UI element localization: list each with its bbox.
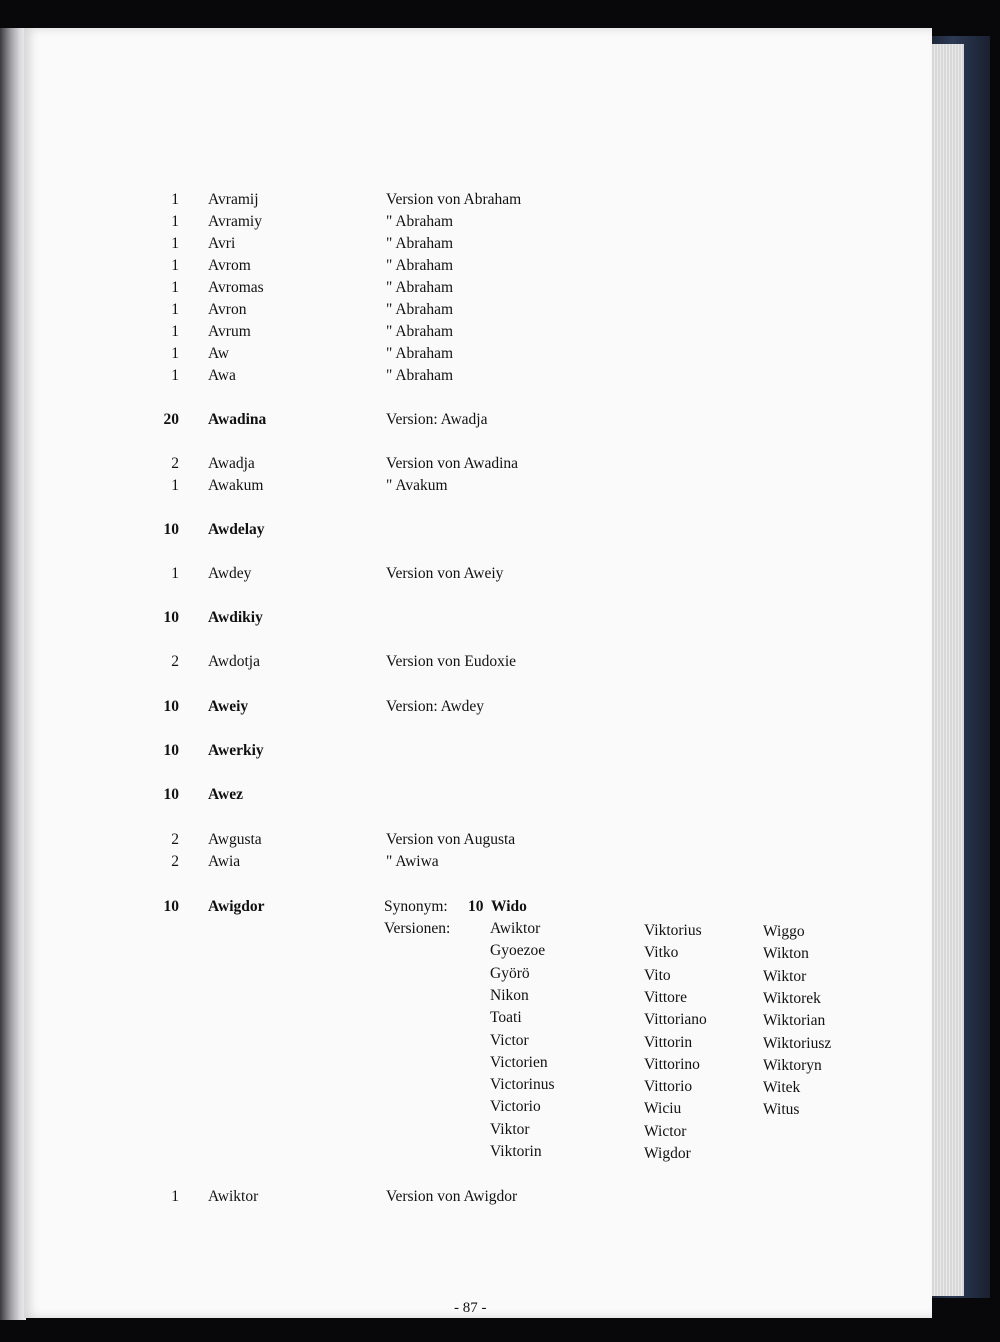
entry-name: Awdikiy <box>208 609 263 626</box>
entry-note: " Abraham <box>386 213 454 230</box>
entry-name: Aweiy <box>208 698 249 715</box>
entry-count: 2 <box>171 455 179 472</box>
entry-count: 2 <box>171 653 179 670</box>
entry-name: Awiktor <box>208 1188 259 1205</box>
entry-note: Version von Eudoxie <box>386 653 517 670</box>
entry-count: 10 <box>163 786 179 803</box>
version-name: Nikon <box>490 986 529 1004</box>
entry-note: " Avakum <box>386 477 448 494</box>
version-name: Vittorio <box>644 1078 693 1096</box>
version-name: Wiktor <box>763 967 807 985</box>
entry-name: Avron <box>208 301 247 318</box>
version-name: Victorio <box>490 1098 541 1116</box>
version-name: Vittorin <box>644 1033 693 1051</box>
book-spine <box>0 28 26 1320</box>
entry-note: Version von Awigdor <box>386 1188 518 1205</box>
version-name: Witek <box>763 1079 801 1097</box>
version-name: Vito <box>644 966 671 984</box>
entry-count: 1 <box>171 191 179 208</box>
version-name: Wiktoriusz <box>763 1034 832 1052</box>
entry-note: Version von Augusta <box>386 831 516 848</box>
version-name: Witus <box>763 1101 800 1119</box>
entry-name: Avramiy <box>208 213 262 230</box>
version-name: Vitko <box>644 944 679 962</box>
entry-count: 1 <box>171 345 179 362</box>
version-name: Vittoriano <box>644 1011 707 1029</box>
entry-name: Avramij <box>208 191 259 208</box>
entry-count: 1 <box>171 367 179 384</box>
entry-name: Awa <box>208 367 236 384</box>
synonym-count: 10 <box>468 898 484 915</box>
version-name: Victor <box>490 1031 529 1049</box>
version-name: Victorinus <box>490 1076 555 1094</box>
entry-name: Aw <box>208 345 229 362</box>
synonym-name: Wido <box>491 898 527 915</box>
entry-name: Awdey <box>208 565 252 582</box>
entry-count: 1 <box>171 235 179 252</box>
version-name: Györö <box>490 964 530 982</box>
entry-name: Avri <box>208 235 236 252</box>
entry-count: 2 <box>171 831 179 848</box>
entry-name: Awia <box>208 853 241 870</box>
entry-count: 1 <box>171 301 179 318</box>
entry-count: 10 <box>163 609 179 626</box>
entry-name: Awigdor <box>208 898 265 915</box>
entry-count: 1 <box>171 477 179 494</box>
version-name: Viktorius <box>644 922 702 939</box>
entry-name: Awez <box>208 786 243 803</box>
page-number: - 87 - <box>454 1300 487 1316</box>
version-name: Wiciu <box>644 1100 682 1118</box>
entry-note: " Abraham <box>386 301 454 318</box>
version-name: Viktorin <box>490 1143 542 1160</box>
version-name: Wiggo <box>763 923 805 940</box>
entry-name: Awadja <box>208 455 255 472</box>
version-name: Toati <box>490 1009 522 1027</box>
entry-note: " Abraham <box>386 323 454 340</box>
book-page <box>24 28 932 1318</box>
entry-name: Avromas <box>208 279 264 296</box>
version-name: Wikton <box>763 945 809 963</box>
version-name: Wiktorian <box>763 1012 826 1030</box>
entry-note: " Abraham <box>386 345 454 362</box>
entry-note: Version von Awadina <box>386 455 519 472</box>
entry-name: Avrom <box>208 257 251 274</box>
version-name: Awiktor <box>490 920 541 937</box>
entry-count: 10 <box>163 521 179 538</box>
entry-note: " Abraham <box>386 367 454 384</box>
entry-count: 1 <box>171 257 179 274</box>
version-name: Victorien <box>490 1053 548 1071</box>
entry-note: " Abraham <box>386 279 454 296</box>
entry-count: 10 <box>163 742 179 759</box>
entry-name: Avrum <box>208 323 251 340</box>
entry-name: Awdotja <box>208 653 260 670</box>
version-name: Viktor <box>490 1120 530 1138</box>
entry-name: Awadina <box>208 411 267 428</box>
entry-note: Version von Aweiy <box>386 565 504 582</box>
entry-count: 1 <box>171 279 179 296</box>
entry-note: Version von Abraham <box>386 191 522 208</box>
entry-note: " Awiwa <box>386 853 439 870</box>
version-name: Gyoezoe <box>490 942 546 960</box>
entry-count: 20 <box>163 411 179 428</box>
version-name: Wiktorek <box>763 989 821 1007</box>
entry-count: 10 <box>163 898 179 915</box>
entry-name: Awakum <box>208 477 264 494</box>
entry-count: 1 <box>171 323 179 340</box>
synonym-label: Synonym: <box>384 898 448 915</box>
entry-count: 1 <box>171 1188 179 1205</box>
versions-label: Versionen: <box>384 920 451 937</box>
version-name: Vittorino <box>644 1055 700 1073</box>
entry-count: 2 <box>171 853 179 870</box>
version-name: Wictor <box>644 1122 687 1140</box>
entry-name: Awerkiy <box>208 742 264 759</box>
entry-count: 10 <box>163 698 179 715</box>
entry-note: " Abraham <box>386 257 454 274</box>
version-name: Vittore <box>644 988 687 1006</box>
entry-note: Version: Awadja <box>386 411 488 428</box>
page-edges <box>930 44 964 1296</box>
entry-name: Awgusta <box>208 831 262 848</box>
entry-note: " Abraham <box>386 235 454 252</box>
version-name: Wiktoryn <box>763 1056 822 1074</box>
version-name: Wigdor <box>644 1145 691 1162</box>
entry-note: Version: Awdey <box>386 698 485 715</box>
entry-count: 1 <box>171 565 179 582</box>
entry-count: 1 <box>171 213 179 230</box>
entry-name: Awdelay <box>208 521 265 538</box>
